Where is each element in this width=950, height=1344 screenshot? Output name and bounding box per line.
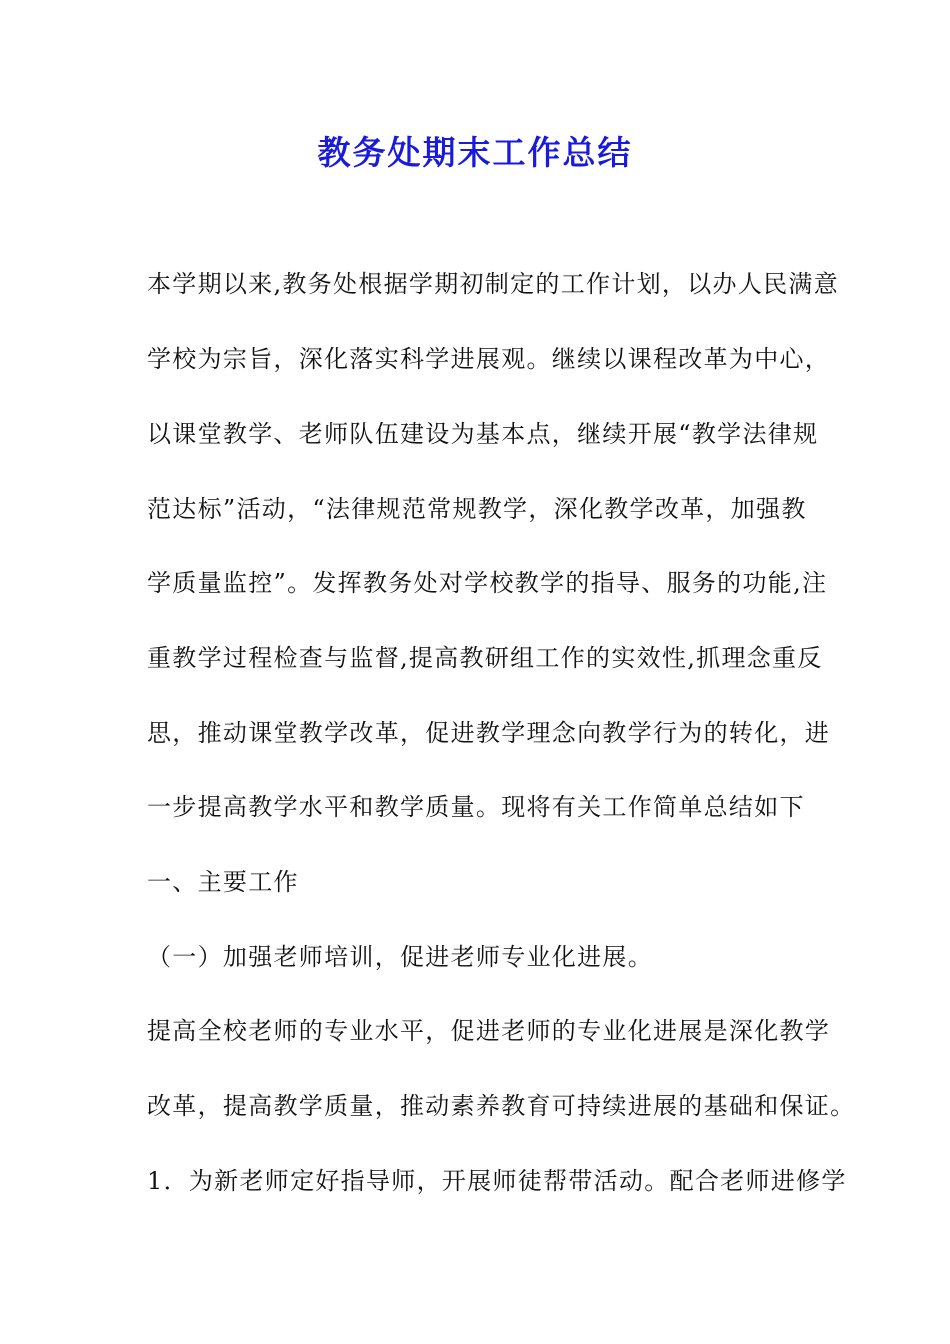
body-line-11: 提高全校老师的专业水平，促进老师的专业化进展是深化教学: [147, 1017, 831, 1045]
body-line-6: 重教学过程检查与监督,提高教研组工作的实效性,抓理念重反: [147, 644, 823, 672]
subsection-heading-1: （一）加强老师培训，促进老师专业化进展。: [147, 943, 653, 971]
numbered-item-1: 1．为新老师定好指导师，开展师徒帮带活动。配合老师进修学: [147, 1167, 847, 1195]
body-line-4: 范达标”活动，“法律规范常规教学，深化教学改革，加强教: [147, 495, 807, 523]
section-heading-main-work: 一、主要工作: [147, 868, 299, 896]
body-line-7: 思，推动课堂教学改革，促进教学理念向教学行为的转化，进: [147, 719, 831, 747]
body-line-1: 本学期以来,教务处根据学期初制定的工作计划，以办人民满意: [147, 270, 840, 298]
body-line-2: 学校为宗旨，深化落实科学进展观。继续以课程改革为中心，: [147, 345, 831, 373]
body-line-8: 一步提高教学水平和教学质量。现将有关工作简单总结如下: [147, 793, 805, 821]
body-line-3: 以课堂教学、老师队伍建设为基本点，继续开展“教学法律规: [147, 420, 819, 448]
body-line-5: 学质量监控”。发挥教务处对学校教学的指导、服务的功能,注: [147, 569, 828, 597]
document-title: 教务处期末工作总结: [317, 133, 633, 172]
body-line-12: 改革，提高教学质量，推动素养教育可持续进展的基础和保证。: [147, 1092, 856, 1120]
